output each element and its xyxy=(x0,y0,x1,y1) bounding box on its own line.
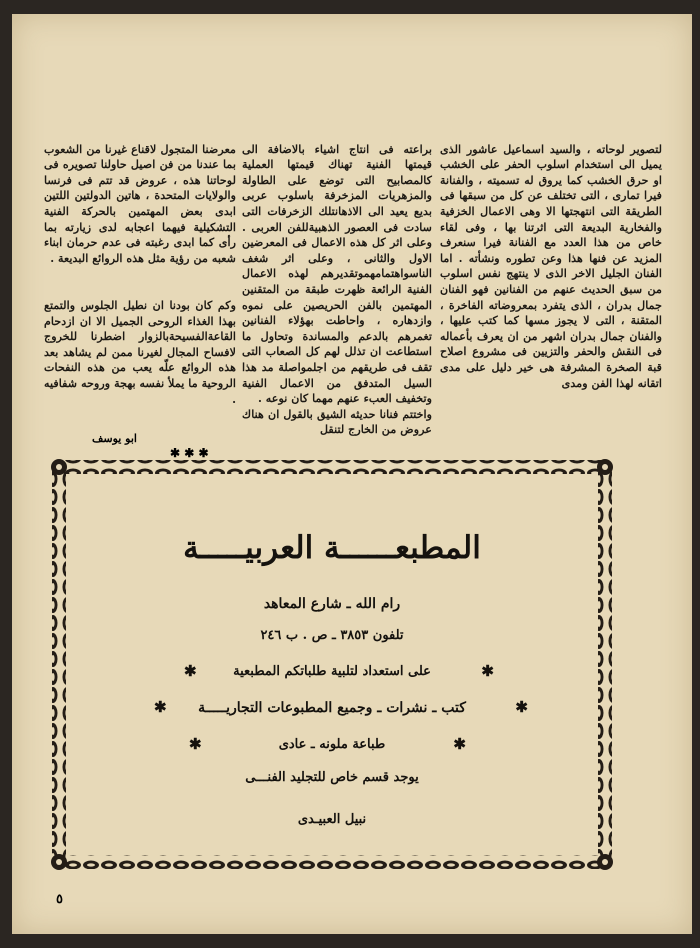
ad-address: رام الله ـ شارع المعاهد xyxy=(263,596,401,612)
ad-line-3: طباعة ملونه ـ عادى xyxy=(278,737,386,752)
ad-line-4: يوجد قسم خاص للتجليد الفنـــى xyxy=(245,770,419,785)
magazine-page xyxy=(12,14,692,934)
ad-line-2: كتب ـ نشرات ـ وجميع المطبوعات التجاريـــــة xyxy=(198,700,466,716)
advertisement xyxy=(46,452,618,877)
article-column-1 xyxy=(440,126,662,407)
section-separator-stars: ✱ ✱ ✱ xyxy=(170,446,209,460)
ad-phone: تلفون ٣٨٥٣ ـ ص . ب ٢٤٦ xyxy=(260,628,404,643)
article-column-3-paragraph-1: معرضنا المتجول لاقناع غيرنا من الشعوب بما عندنا من فن اصيل حاولنا تصويره فى لوحاتنا هذه ، عروض قد تتم فى فرنسا والولايات المتحدة ، هاتين الدولتين اللتين ابدى بعض المهتمين بالحركة الفنية التشكيلية فيهما اعجابه لدى زيارته بما رأى كما ابدى رغبته فى عدم حرمان ابناء شعبه من رؤية مثل هذه الروائع البديعة . xyxy=(44,141,236,265)
article-column-1-text: لتصوير لوحاته ، والسيد اسماعيل عاشور الذى يميل الى استخدام اسلوب الحفر على الخشب او حرق الخشب كما يروق له تسميته ، والفنانة فيرا تمارى ، التى تختلف عن كل من سبقها فى الطريقة التى انتهجتها الا وهى الاعمال الخزفية والفخارية البديعة التى اثرتنا بها ، وفى لقاء خاص من هذا العدد مع الفنانة فيرا سنعرف المزيد عن فنها هذا وعن تطوره ونشأته . اما الفنان الجليل الاخر الذى لا ينتهج نفس اسلوب من سبق الحديث عنهم من الفنانين فهو الفنان جمال بدران ، الذى يتفرد بمعروضاته الفاخرة ، المتقنة ، التى لا يجوز مسها كما كتب عليها ، والفنان جمال بدران اشهر من ان يعرف بأعماله فى النقش والحفر والتزيين فى مشروع اصلاح قبة الصخرة المشرفة هى خير دليل على مدى اتقانه لهذا الفن ومدى xyxy=(440,141,662,390)
ad-owner: نبيل العبيـدى xyxy=(297,812,367,827)
article-column-2-text: براعته فى انتاج اشياء بالاضافة الى قيمتها الفنية تهناك قيمتها العملية كالمصابيح التى توضع على الطاولة والمزهريات المزخرفة باسلوب عربى بديع يعيد الى الاذهانتلك الزخرفات التى سادت فى العصور الذهبيةللفن العربى . وعلى اثر كل هذه الاعمال فى المعرضين الاول والثانى ، وعلى اثر شغف الناسواهتمامهموتقديرهم لهذه الاعمال الفنية الرائعة ظهرت طبقة من المتقنين المهتمين بالفن الحريصين على نموه وازدهاره ، واحاطت بهؤلاء الفنانين تغمرهم بالدعم والمساندة وتحاول ما استطاعت ان تذلل لهم كل الصعاب التى تقف فى طريقهم من اجلمواصلة مد هذا السيل المتدفق من الاعمال الفنية وتخفيف العبء عنهم مهما كان نوعه . واختتم فنانا حديثه الشيق بالقول ان هناك عروض من الخارج لتنقل xyxy=(242,141,432,437)
article-column-3 xyxy=(44,126,236,423)
article-column-2 xyxy=(242,126,432,453)
article-column-3-paragraph-2: وكم كان بودنا ان نطيل الجلوس والتمتع بهذا الغذاء الروحى الجميل الا ان ازدحام القاعةالفسيحةبالزوار اضطرنا للخروج لافساح المجال لغيرنا ممن لم يشاهد بعد هذه الروائع علّه يعب من هذه النفحات الروحية ما يملأ نفسه بهجة وروحه شفافيه . xyxy=(44,297,236,406)
author-signature: ابو يوسف xyxy=(92,432,137,445)
star-bullet-icon: ✱ xyxy=(184,662,197,680)
star-bullet-icon: ✱ xyxy=(481,662,494,680)
star-bullet-icon: ✱ xyxy=(515,698,528,716)
star-bullet-icon: ✱ xyxy=(189,735,202,753)
star-bullet-icon: ✱ xyxy=(154,698,167,716)
star-bullet-icon: ✱ xyxy=(453,735,466,753)
ad-title: المطبعــــــة العربيـــــة xyxy=(183,530,481,566)
ad-line-1: على استعداد لتلبية طلباتكم المطبعية xyxy=(233,664,431,679)
page-number: ٥ xyxy=(56,892,63,907)
